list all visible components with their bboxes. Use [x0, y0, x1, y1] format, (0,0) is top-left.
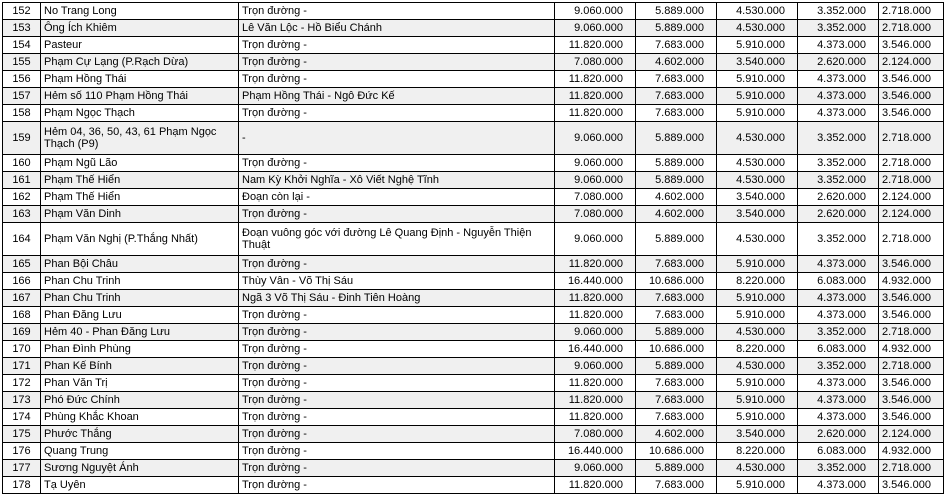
- price-position-3-cell: 5.910.000: [717, 307, 798, 324]
- table-row: [3, 341, 944, 358]
- segment-cell: Phạm Hồng Thái - Ngô Đức Kế: [239, 88, 555, 105]
- price-position-3-cell: 5.910.000: [717, 477, 798, 494]
- price-position-2-cell: 7.683.000: [636, 477, 717, 494]
- price-position-2-cell: 10.686.000: [636, 443, 717, 460]
- row-number-cell: 174: [3, 409, 41, 426]
- price-position-3-cell: 8.220.000: [717, 273, 798, 290]
- price-position-4-cell: 3.352.000: [798, 20, 879, 37]
- price-position-3-cell: 4.530.000: [717, 172, 798, 189]
- price-position-5-cell: 3.546.000: [879, 88, 944, 105]
- price-position-2-cell: 5.889.000: [636, 122, 717, 155]
- price-position-5-cell: 4.932.000: [879, 443, 944, 460]
- price-position-3-cell: 5.910.000: [717, 290, 798, 307]
- price-position-3-cell: 4.530.000: [717, 122, 798, 155]
- price-position-1-cell: 11.820.000: [555, 88, 636, 105]
- price-position-2-cell: 5.889.000: [636, 155, 717, 172]
- segment-cell: Trọn đường -: [239, 37, 555, 54]
- table-row: [3, 88, 944, 105]
- price-position-5-cell: 4.932.000: [879, 273, 944, 290]
- segment-cell: Nam Kỳ Khởi Nghĩa - Xô Viết Nghệ Tĩnh: [239, 172, 555, 189]
- row-number-cell: 164: [3, 223, 41, 256]
- price-position-2-cell: 5.889.000: [636, 324, 717, 341]
- price-position-4-cell: 4.373.000: [798, 392, 879, 409]
- table-row: [3, 358, 944, 375]
- segment-cell: Ngã 3 Võ Thị Sáu - Đinh Tiên Hoàng: [239, 290, 555, 307]
- price-position-5-cell: 2.124.000: [879, 426, 944, 443]
- price-position-2-cell: 5.889.000: [636, 20, 717, 37]
- price-position-3-cell: 5.910.000: [717, 392, 798, 409]
- price-position-1-cell: 11.820.000: [555, 409, 636, 426]
- street-name-cell: Phan Văn Trị: [41, 375, 239, 392]
- street-name-cell: Phùng Khắc Khoan: [41, 409, 239, 426]
- table-row: [3, 54, 944, 71]
- row-number-cell: 172: [3, 375, 41, 392]
- price-position-3-cell: 4.530.000: [717, 223, 798, 256]
- price-position-4-cell: 3.352.000: [798, 3, 879, 20]
- price-position-2-cell: 10.686.000: [636, 273, 717, 290]
- price-position-5-cell: 3.546.000: [879, 477, 944, 494]
- price-position-2-cell: 4.602.000: [636, 206, 717, 223]
- price-position-3-cell: 5.910.000: [717, 409, 798, 426]
- price-position-1-cell: 11.820.000: [555, 256, 636, 273]
- price-position-4-cell: 2.620.000: [798, 426, 879, 443]
- street-name-cell: Phan Bội Châu: [41, 256, 239, 273]
- segment-cell: Lê Văn Lộc - Hồ Biểu Chánh: [239, 20, 555, 37]
- street-name-cell: Phạm Văn Nghị (P.Thắng Nhất): [41, 223, 239, 256]
- row-number-cell: 170: [3, 341, 41, 358]
- row-number-cell: 177: [3, 460, 41, 477]
- price-position-4-cell: 4.373.000: [798, 307, 879, 324]
- price-position-2-cell: 7.683.000: [636, 37, 717, 54]
- price-position-4-cell: 4.373.000: [798, 88, 879, 105]
- price-position-1-cell: 7.080.000: [555, 54, 636, 71]
- price-position-1-cell: 9.060.000: [555, 20, 636, 37]
- price-position-1-cell: 9.060.000: [555, 155, 636, 172]
- table-row: [3, 409, 944, 426]
- price-position-3-cell: 4.530.000: [717, 20, 798, 37]
- price-position-2-cell: 4.602.000: [636, 189, 717, 206]
- table-row: [3, 460, 944, 477]
- row-number-cell: 154: [3, 37, 41, 54]
- price-position-5-cell: 3.546.000: [879, 375, 944, 392]
- price-position-1-cell: 16.440.000: [555, 443, 636, 460]
- price-position-2-cell: 5.889.000: [636, 358, 717, 375]
- price-position-2-cell: 7.683.000: [636, 256, 717, 273]
- row-number-cell: 173: [3, 392, 41, 409]
- street-name-cell: Phan Chu Trinh: [41, 273, 239, 290]
- price-position-3-cell: 3.540.000: [717, 426, 798, 443]
- price-position-3-cell: 8.220.000: [717, 341, 798, 358]
- price-position-4-cell: 3.352.000: [798, 460, 879, 477]
- price-position-1-cell: 16.440.000: [555, 341, 636, 358]
- segment-cell: Trọn đường -: [239, 460, 555, 477]
- price-position-1-cell: 7.080.000: [555, 426, 636, 443]
- price-position-3-cell: 4.530.000: [717, 460, 798, 477]
- segment-cell: Trọn đường -: [239, 392, 555, 409]
- price-position-5-cell: 3.546.000: [879, 392, 944, 409]
- street-name-cell: Phó Đức Chính: [41, 392, 239, 409]
- row-number-cell: 153: [3, 20, 41, 37]
- price-position-1-cell: 9.060.000: [555, 358, 636, 375]
- row-number-cell: 160: [3, 155, 41, 172]
- segment-cell: Trọn đường -: [239, 206, 555, 223]
- price-position-4-cell: 6.083.000: [798, 443, 879, 460]
- segment-cell: Trọn đường -: [239, 358, 555, 375]
- price-position-2-cell: 7.683.000: [636, 392, 717, 409]
- price-position-5-cell: 3.546.000: [879, 256, 944, 273]
- price-position-4-cell: 3.352.000: [798, 324, 879, 341]
- price-position-4-cell: 3.352.000: [798, 358, 879, 375]
- price-position-3-cell: 5.910.000: [717, 375, 798, 392]
- street-name-cell: Phước Thắng: [41, 426, 239, 443]
- table-row: [3, 290, 944, 307]
- table-row: [3, 273, 944, 290]
- row-number-cell: 178: [3, 477, 41, 494]
- price-position-5-cell: 2.718.000: [879, 223, 944, 256]
- price-position-5-cell: 3.546.000: [879, 105, 944, 122]
- price-position-5-cell: 2.718.000: [879, 3, 944, 20]
- table-row: [3, 189, 944, 206]
- segment-cell: Trọn đường -: [239, 426, 555, 443]
- price-position-5-cell: 2.124.000: [879, 54, 944, 71]
- price-position-1-cell: 9.060.000: [555, 3, 636, 20]
- street-name-cell: Phan Chu Trinh: [41, 290, 239, 307]
- price-position-3-cell: 3.540.000: [717, 54, 798, 71]
- price-position-4-cell: 4.373.000: [798, 477, 879, 494]
- table-row: [3, 324, 944, 341]
- price-position-5-cell: 3.546.000: [879, 307, 944, 324]
- price-position-1-cell: 7.080.000: [555, 206, 636, 223]
- segment-cell: Trọn đường -: [239, 256, 555, 273]
- segment-cell: -: [239, 122, 555, 155]
- price-position-2-cell: 5.889.000: [636, 223, 717, 256]
- price-position-2-cell: 7.683.000: [636, 290, 717, 307]
- row-number-cell: 159: [3, 122, 41, 155]
- street-name-cell: Phạm Văn Dinh: [41, 206, 239, 223]
- price-position-3-cell: 5.910.000: [717, 37, 798, 54]
- price-position-2-cell: 7.683.000: [636, 409, 717, 426]
- price-position-1-cell: 9.060.000: [555, 172, 636, 189]
- price-position-4-cell: 3.352.000: [798, 122, 879, 155]
- price-position-3-cell: 5.910.000: [717, 105, 798, 122]
- price-position-5-cell: 2.718.000: [879, 155, 944, 172]
- price-position-1-cell: 11.820.000: [555, 37, 636, 54]
- price-position-1-cell: 9.060.000: [555, 460, 636, 477]
- price-position-1-cell: 9.060.000: [555, 223, 636, 256]
- price-position-2-cell: 7.683.000: [636, 307, 717, 324]
- street-name-cell: Phan Đình Phùng: [41, 341, 239, 358]
- table-row: [3, 392, 944, 409]
- street-name-cell: Phạm Ngũ Lão: [41, 155, 239, 172]
- price-position-5-cell: 2.124.000: [879, 189, 944, 206]
- row-number-cell: 155: [3, 54, 41, 71]
- row-number-cell: 157: [3, 88, 41, 105]
- street-name-cell: Ông Ích Khiêm: [41, 20, 239, 37]
- price-position-5-cell: 2.718.000: [879, 358, 944, 375]
- segment-cell: Trọn đường -: [239, 105, 555, 122]
- price-position-3-cell: 4.530.000: [717, 155, 798, 172]
- table-row: [3, 3, 944, 20]
- price-position-4-cell: 6.083.000: [798, 273, 879, 290]
- table-row: [3, 256, 944, 273]
- row-number-cell: 169: [3, 324, 41, 341]
- row-number-cell: 176: [3, 443, 41, 460]
- price-position-2-cell: 7.683.000: [636, 375, 717, 392]
- price-position-5-cell: 2.124.000: [879, 206, 944, 223]
- price-position-1-cell: 11.820.000: [555, 392, 636, 409]
- price-position-5-cell: 2.718.000: [879, 122, 944, 155]
- segment-cell: Trọn đường -: [239, 409, 555, 426]
- price-position-5-cell: 2.718.000: [879, 20, 944, 37]
- price-position-4-cell: 2.620.000: [798, 206, 879, 223]
- price-position-4-cell: 4.373.000: [798, 256, 879, 273]
- price-position-3-cell: 3.540.000: [717, 206, 798, 223]
- price-position-4-cell: 3.352.000: [798, 223, 879, 256]
- price-position-5-cell: 2.718.000: [879, 324, 944, 341]
- price-position-2-cell: 7.683.000: [636, 71, 717, 88]
- street-name-cell: Hẻm 04, 36, 50, 43, 61 Phạm Ngọc Thạch (P9): [41, 122, 239, 155]
- price-position-4-cell: 3.352.000: [798, 155, 879, 172]
- price-position-5-cell: 3.546.000: [879, 37, 944, 54]
- price-position-1-cell: 11.820.000: [555, 290, 636, 307]
- row-number-cell: 166: [3, 273, 41, 290]
- street-name-cell: Phan Kế Bính: [41, 358, 239, 375]
- row-number-cell: 158: [3, 105, 41, 122]
- price-position-2-cell: 5.889.000: [636, 460, 717, 477]
- price-position-5-cell: 2.718.000: [879, 172, 944, 189]
- row-number-cell: 162: [3, 189, 41, 206]
- segment-cell: Trọn đường -: [239, 341, 555, 358]
- price-position-3-cell: 5.910.000: [717, 88, 798, 105]
- table-row: [3, 105, 944, 122]
- row-number-cell: 168: [3, 307, 41, 324]
- price-position-1-cell: 11.820.000: [555, 375, 636, 392]
- segment-cell: Trọn đường -: [239, 307, 555, 324]
- price-position-4-cell: 3.352.000: [798, 172, 879, 189]
- segment-cell: Trọn đường -: [239, 3, 555, 20]
- table-row: [3, 172, 944, 189]
- table-row: [3, 307, 944, 324]
- price-position-4-cell: 2.620.000: [798, 54, 879, 71]
- price-position-3-cell: 4.530.000: [717, 358, 798, 375]
- row-number-cell: 163: [3, 206, 41, 223]
- price-position-3-cell: 3.540.000: [717, 189, 798, 206]
- street-name-cell: Hẻm 40 - Phan Đăng Lưu: [41, 324, 239, 341]
- price-position-4-cell: 4.373.000: [798, 375, 879, 392]
- price-position-5-cell: 4.932.000: [879, 341, 944, 358]
- segment-cell: Trọn đường -: [239, 375, 555, 392]
- street-name-cell: Phạm Cự Lạng (P.Rạch Dừa): [41, 54, 239, 71]
- price-position-4-cell: 6.083.000: [798, 341, 879, 358]
- street-name-cell: Phạm Thế Hiển: [41, 189, 239, 206]
- street-name-cell: Sương Nguyệt Ánh: [41, 460, 239, 477]
- segment-cell: Trọn đường -: [239, 324, 555, 341]
- price-position-3-cell: 4.530.000: [717, 324, 798, 341]
- price-position-4-cell: 4.373.000: [798, 409, 879, 426]
- price-position-5-cell: 3.546.000: [879, 409, 944, 426]
- price-position-4-cell: 4.373.000: [798, 290, 879, 307]
- price-position-3-cell: 8.220.000: [717, 443, 798, 460]
- price-position-5-cell: 3.546.000: [879, 290, 944, 307]
- segment-cell: Trọn đường -: [239, 71, 555, 88]
- segment-cell: Đoạn vuông góc với đường Lê Quang Định - Nguyễn Thiện Thuật: [239, 223, 555, 256]
- table-row: [3, 206, 944, 223]
- price-position-1-cell: 11.820.000: [555, 105, 636, 122]
- price-position-4-cell: 2.620.000: [798, 189, 879, 206]
- price-position-1-cell: 11.820.000: [555, 307, 636, 324]
- price-position-4-cell: 4.373.000: [798, 105, 879, 122]
- price-position-3-cell: 5.910.000: [717, 256, 798, 273]
- price-position-4-cell: 4.373.000: [798, 37, 879, 54]
- row-number-cell: 175: [3, 426, 41, 443]
- price-position-3-cell: 4.530.000: [717, 3, 798, 20]
- table-row: [3, 155, 944, 172]
- street-name-cell: Hẻm số 110 Phạm Hồng Thái: [41, 88, 239, 105]
- price-position-2-cell: 5.889.000: [636, 3, 717, 20]
- row-number-cell: 156: [3, 71, 41, 88]
- table-row: [3, 375, 944, 392]
- price-position-4-cell: 4.373.000: [798, 71, 879, 88]
- price-position-1-cell: 7.080.000: [555, 189, 636, 206]
- segment-cell: Trọn đường -: [239, 54, 555, 71]
- price-position-1-cell: 11.820.000: [555, 477, 636, 494]
- table-row: [3, 122, 944, 155]
- segment-cell: Thùy Vân - Võ Thị Sáu: [239, 273, 555, 290]
- row-number-cell: 161: [3, 172, 41, 189]
- street-name-cell: Phạm Hồng Thái: [41, 71, 239, 88]
- segment-cell: Trọn đường -: [239, 477, 555, 494]
- table-row: [3, 20, 944, 37]
- price-position-1-cell: 11.820.000: [555, 71, 636, 88]
- street-name-cell: Pasteur: [41, 37, 239, 54]
- price-position-1-cell: 9.060.000: [555, 324, 636, 341]
- price-position-2-cell: 4.602.000: [636, 426, 717, 443]
- table-row: [3, 443, 944, 460]
- price-position-2-cell: 10.686.000: [636, 341, 717, 358]
- street-name-cell: Phạm Thế Hiển: [41, 172, 239, 189]
- price-position-2-cell: 7.683.000: [636, 105, 717, 122]
- street-name-cell: Phan Đăng Lưu: [41, 307, 239, 324]
- table-row: [3, 477, 944, 494]
- table-body: [3, 3, 944, 494]
- price-position-1-cell: 16.440.000: [555, 273, 636, 290]
- price-position-2-cell: 4.602.000: [636, 54, 717, 71]
- price-position-5-cell: 3.546.000: [879, 71, 944, 88]
- price-position-3-cell: 5.910.000: [717, 71, 798, 88]
- street-name-cell: No Trang Long: [41, 3, 239, 20]
- land-price-table: [2, 2, 944, 494]
- row-number-cell: 171: [3, 358, 41, 375]
- row-number-cell: 167: [3, 290, 41, 307]
- table-row: [3, 71, 944, 88]
- row-number-cell: 152: [3, 3, 41, 20]
- row-number-cell: 165: [3, 256, 41, 273]
- segment-cell: Trọn đường -: [239, 155, 555, 172]
- street-name-cell: Quang Trung: [41, 443, 239, 460]
- segment-cell: Đoạn còn lại -: [239, 189, 555, 206]
- table-row: [3, 426, 944, 443]
- street-name-cell: Phạm Ngọc Thạch: [41, 105, 239, 122]
- segment-cell: Trọn đường -: [239, 443, 555, 460]
- price-position-5-cell: 2.718.000: [879, 460, 944, 477]
- table-row: [3, 37, 944, 54]
- price-position-1-cell: 9.060.000: [555, 122, 636, 155]
- table-row: [3, 223, 944, 256]
- price-position-2-cell: 7.683.000: [636, 88, 717, 105]
- price-position-2-cell: 5.889.000: [636, 172, 717, 189]
- street-name-cell: Tạ Uyên: [41, 477, 239, 494]
